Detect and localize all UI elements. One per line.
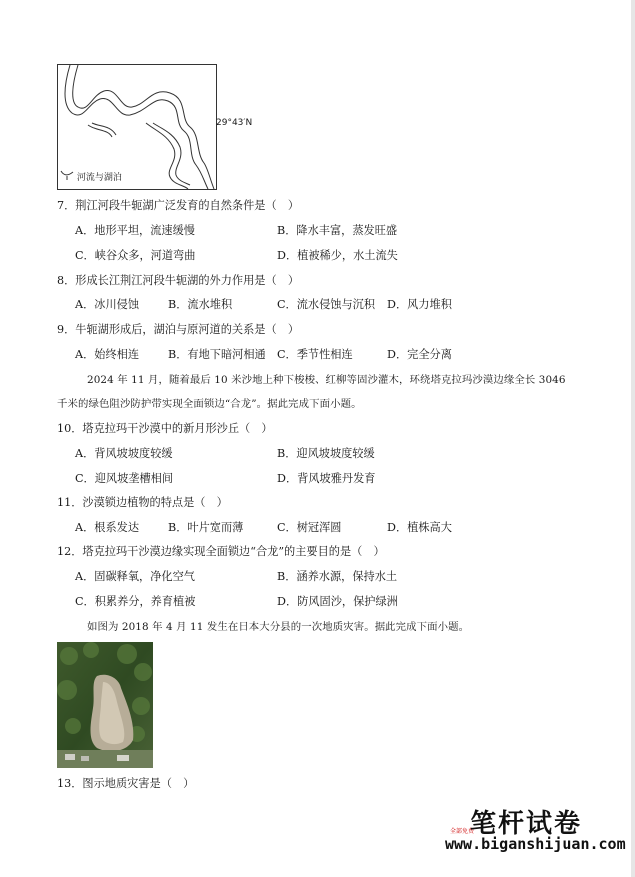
map-legend [60, 170, 122, 183]
question-7-stem: 7．荆江河段牛轭湖广泛发育的自然条件是（ ） [57, 199, 300, 212]
question-7-option-d[interactable]: D．植被稀少，水土流失 [277, 249, 398, 262]
question-11-option-c[interactable]: C．树冠浑圆 [277, 521, 342, 534]
question-7-option-c[interactable]: C．峡谷众多，河道弯曲 [75, 249, 196, 262]
question-8-option-a[interactable]: A．冰川侵蚀 [75, 298, 140, 311]
question-8-stem: 8．形成长江荆江河段牛轭湖的外力作用是（ ） [57, 274, 300, 287]
question-11-option-b[interactable]: B．叶片宽而薄 [168, 521, 244, 534]
watermark-url: www.biganshijuan.com [445, 835, 626, 853]
legend-label: 河流与湖泊 [76, 173, 122, 183]
question-11-option-a[interactable]: A．根系发达 [75, 521, 140, 534]
question-9-option-a[interactable]: A．始终相连 [75, 348, 140, 361]
question-12-stem: 12．塔克拉玛干沙漠边缘实现全面锁边“合龙”的主要目的是（ ） [57, 545, 385, 558]
question-9-stem: 9．牛轭湖形成后，湖泊与原河道的关系是（ ） [57, 323, 300, 336]
river-symbol-icon [60, 173, 77, 183]
watermark-title: 笔杆试卷 [470, 809, 583, 839]
question-11-stem: 11．沙漠锁边植物的特点是（ ） [57, 496, 228, 509]
question-10-option-b[interactable]: B．迎风坡坡度较缓 [277, 447, 375, 460]
question-8-option-d[interactable]: D．风力堆积 [387, 298, 452, 311]
question-10-option-a[interactable]: A．背风坡坡度较缓 [75, 447, 173, 460]
passage-1-line-1: 2024 年 11 月，随着最后 10 米沙地上种下梭梭、红柳等固沙灌木，环绕塔克拉玛沙漠边缘全长 3046 [87, 374, 566, 386]
question-10-stem: 10．塔克拉玛干沙漠中的新月形沙丘（ ） [57, 422, 273, 435]
watermark-small-label: 全部免费 [450, 828, 475, 835]
question-9-option-c[interactable]: C．季节性相连 [277, 348, 353, 361]
question-12-option-a[interactable]: A．固碳释氧，净化空气 [75, 570, 195, 583]
question-12-option-c[interactable]: C．积累养分，养育植被 [75, 595, 196, 608]
question-10-option-c[interactable]: C．迎风坡垄槽相间 [75, 472, 174, 485]
question-12-option-b[interactable]: B．涵养水源，保持水土 [277, 570, 398, 583]
question-10-option-d[interactable]: D．背风坡雅丹发育 [277, 472, 376, 485]
question-7-option-b[interactable]: B．降水丰富，蒸发旺盛 [277, 224, 398, 237]
question-9-option-d[interactable]: D．完全分离 [387, 348, 452, 361]
passage-1-line-2: 千米的绿色阻沙防护带实现全面锁边“合龙”。据此完成下面小题。 [57, 398, 362, 410]
question-11-option-d[interactable]: D．植株高大 [387, 521, 452, 534]
landslide-aerial-photo [57, 642, 153, 768]
question-9-option-b[interactable]: B．有地下暗河相通 [168, 348, 266, 361]
question-8-option-c[interactable]: C．流水侵蚀与沉积 [277, 298, 376, 311]
question-7-option-a[interactable]: A．地形平坦，流速缓慢 [75, 224, 195, 237]
question-8-option-b[interactable]: B．流水堆积 [168, 298, 233, 311]
page-edge-shadow [631, 0, 635, 877]
question-12-option-d[interactable]: D．防风固沙，保护绿洲 [277, 595, 398, 608]
question-13-stem: 13．图示地质灾害是（ ） [57, 777, 195, 790]
passage-2-line-1: 如图为 2018 年 4 月 11 发生在日本大分县的一次地质灾害。据此完成下面小题。 [87, 621, 470, 633]
latitude-label: 29°43′N [216, 118, 253, 128]
